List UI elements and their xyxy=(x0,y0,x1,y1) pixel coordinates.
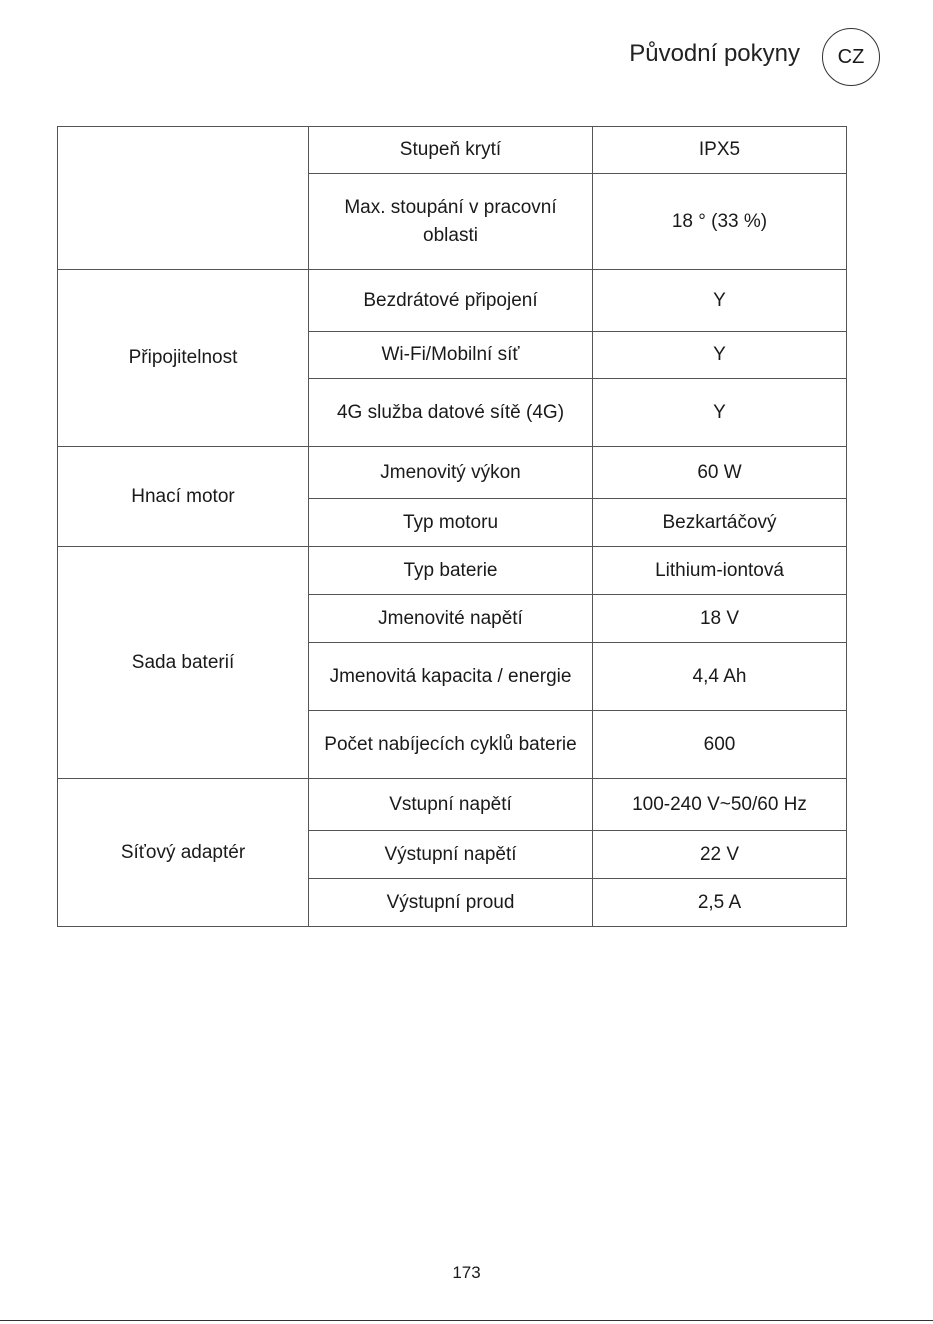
spec-label-cell: 4G služba datové sítě (4G) xyxy=(309,379,593,447)
spec-value-cell: Lithium-iontová xyxy=(593,547,847,595)
spec-value-cell: Y xyxy=(593,332,847,379)
table-row xyxy=(58,127,847,174)
spec-label-cell: Max. stoupání v pracovní oblasti xyxy=(309,174,593,270)
table-row xyxy=(58,779,847,831)
group-cell: Připojitelnost xyxy=(58,270,309,447)
table-row xyxy=(58,270,847,332)
spec-value-cell: Y xyxy=(593,379,847,447)
spec-table-body xyxy=(58,127,847,927)
spec-label-cell: Typ motoru xyxy=(309,499,593,547)
spec-value-cell: Bezkartáčový xyxy=(593,499,847,547)
footer-divider xyxy=(0,1320,933,1321)
language-badge: CZ xyxy=(822,28,880,86)
table-row xyxy=(58,447,847,499)
spec-label-cell: Výstupní proud xyxy=(309,879,593,927)
spec-value-cell: 100-240 V~50/60 Hz xyxy=(593,779,847,831)
spec-value-cell: IPX5 xyxy=(593,127,847,174)
spec-label-cell: Typ baterie xyxy=(309,547,593,595)
spec-label-cell: Stupeň krytí xyxy=(309,127,593,174)
table-row xyxy=(58,547,847,595)
spec-label-cell: Počet nabíjecích cyklů baterie xyxy=(309,711,593,779)
spec-value-cell: 600 xyxy=(593,711,847,779)
spec-label-cell: Jmenovitá kapacita / energie xyxy=(309,643,593,711)
spec-value-cell: 22 V xyxy=(593,831,847,879)
spec-value-cell: 4,4 Ah xyxy=(593,643,847,711)
spec-value-cell: 60 W xyxy=(593,447,847,499)
group-cell: Síťový adaptér xyxy=(58,779,309,927)
page-number: 173 xyxy=(452,1263,481,1282)
spec-label-cell: Jmenovitý výkon xyxy=(309,447,593,499)
page-title: Původní pokyny xyxy=(629,40,800,67)
spec-table xyxy=(57,126,847,927)
spec-value-cell: 2,5 A xyxy=(593,879,847,927)
group-cell: Hnací motor xyxy=(58,447,309,547)
spec-label-cell: Jmenovité napětí xyxy=(309,595,593,643)
group-cell: Sada baterií xyxy=(58,547,309,779)
spec-label-cell: Bezdrátové připojení xyxy=(309,270,593,332)
spec-label-cell: Výstupní napětí xyxy=(309,831,593,879)
spec-value-cell: 18 ° (33 %) xyxy=(593,174,847,270)
spec-label-cell: Wi-Fi/Mobilní síť xyxy=(309,332,593,379)
spec-label-cell: Vstupní napětí xyxy=(309,779,593,831)
spec-value-cell: Y xyxy=(593,270,847,332)
spec-value-cell: 18 V xyxy=(593,595,847,643)
group-cell xyxy=(58,127,309,270)
